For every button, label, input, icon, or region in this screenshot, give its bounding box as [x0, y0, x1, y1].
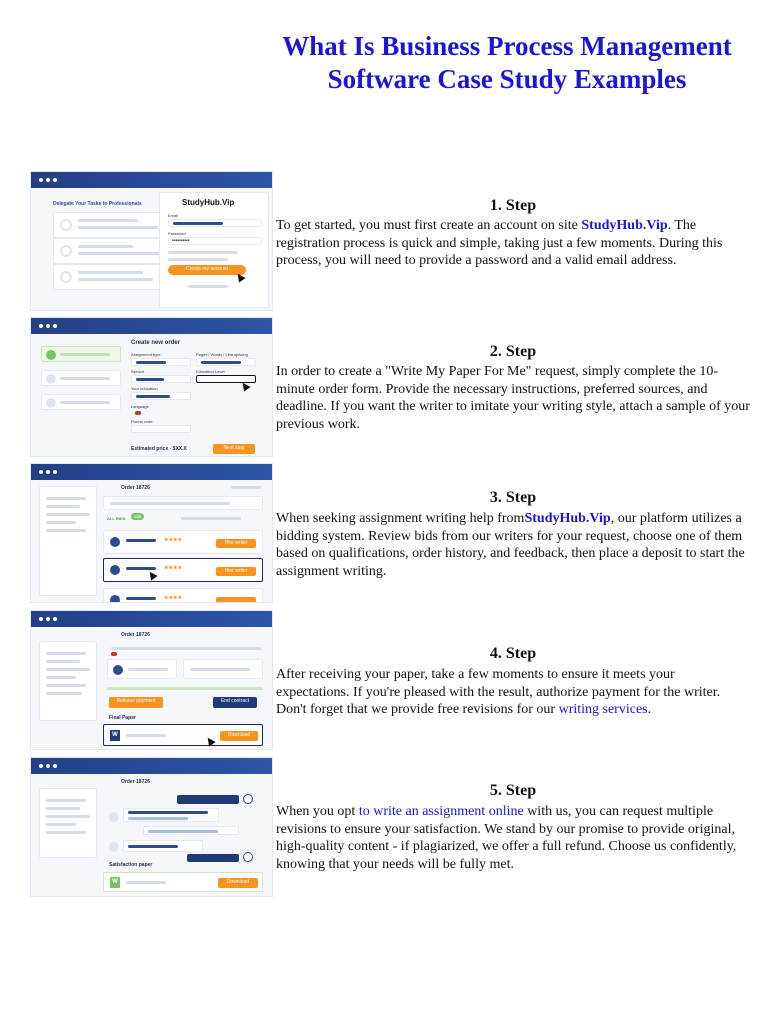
- studyhub-link[interactable]: StudyHub.Vip: [581, 218, 668, 233]
- estimated-price: Estimated price - $XX.X: [131, 446, 187, 452]
- bids-count-badge: 125: [131, 513, 144, 520]
- step-5-text: [276, 803, 750, 873]
- flag-icon: [111, 652, 117, 656]
- form-title: Create new order: [131, 340, 181, 346]
- brand-logo: StudyHub.Vip: [182, 198, 235, 207]
- flag-icon: [135, 411, 141, 415]
- panel-title: Delegate Your Tasks to Professionals: [53, 201, 142, 207]
- step-3-screenshot: [30, 463, 273, 603]
- your-education-select[interactable]: [131, 392, 191, 400]
- next-step-button[interactable]: Next step: [213, 444, 255, 454]
- step-2-text: [276, 363, 750, 433]
- hire-writer-button[interactable]: [216, 597, 256, 603]
- email-field[interactable]: [168, 219, 262, 227]
- chat-message: [123, 808, 219, 822]
- assignment-type-select[interactable]: [131, 358, 191, 366]
- order-number: Order 18726: [121, 485, 150, 491]
- service-select[interactable]: [131, 375, 191, 383]
- chat-message: [123, 840, 203, 852]
- paragraph-text: When seeking assignment writing help from: [276, 511, 525, 526]
- promo-code-field[interactable]: [131, 425, 191, 433]
- final-paper-label: Final Paper: [109, 715, 136, 721]
- download-button[interactable]: Download: [220, 731, 258, 741]
- order-number: Order 18726: [121, 632, 150, 638]
- chat-message: [143, 826, 239, 835]
- create-account-button[interactable]: Create my account: [168, 265, 246, 275]
- studyhub-link[interactable]: StudyHub.Vip: [524, 511, 611, 526]
- browser-bar: [31, 172, 272, 188]
- release-payment-button[interactable]: Release payment: [109, 697, 163, 708]
- step-4-text: [276, 666, 750, 719]
- satisfaction-paper-file[interactable]: [103, 872, 263, 892]
- step-1-screenshot: Delegate Your Tasks to Professionals StudyHub.Vip Email Password •••••••••• Create my account: [30, 171, 273, 311]
- browser-bar: [31, 464, 272, 480]
- paragraph-text: , our platform utilizes a bidding system. Review bids from our writers for your request, choose one of them based on qualifications, order history, and feedback, then place a deposit to start the assignment writing.: [276, 511, 745, 579]
- cursor-icon: [204, 735, 215, 746]
- writer-bid-row[interactable]: ★★★★ Hire writer: [103, 558, 263, 582]
- inline-link[interactable]: writing services: [558, 702, 648, 717]
- step-4-heading: 4. Step: [489, 645, 537, 662]
- browser-bar: [31, 611, 272, 627]
- pages-select[interactable]: [196, 358, 256, 366]
- step-3-text: [276, 510, 750, 580]
- paragraph-text: To get started, you must first create an account on site: [276, 218, 582, 233]
- paragraph-text: When you opt: [276, 804, 359, 819]
- final-paper-file[interactable]: [103, 724, 263, 746]
- browser-bar: [31, 758, 272, 774]
- step-3-heading: 3. Step: [489, 489, 537, 506]
- order-number: Order 18726: [121, 779, 150, 785]
- inline-link[interactable]: to write an assignment online: [358, 804, 524, 819]
- hire-writer-button[interactable]: Hire writer: [216, 567, 256, 576]
- writer-bid-row[interactable]: ★★★★: [103, 588, 263, 603]
- hire-writer-button[interactable]: Hire writer: [216, 539, 256, 548]
- step-1-text: [276, 217, 750, 270]
- step-2-heading: 2. Step: [489, 343, 537, 360]
- password-field[interactable]: ••••••••••: [168, 237, 262, 245]
- paragraph-text: After receiving your paper, take a few moments to ensure it meets your expectations. If you're pleased with the result, authorize payment for the writer. Don't forget that we provide free revisions for our: [276, 667, 721, 717]
- paragraph-text: with us, you can request multiple revisions to ensure your satisfaction. We stand by our promise to provide original, high-quality content - if plagiarized, we offer a full refund. Choose us confidently, knowing that your needs will be fully met.: [276, 804, 737, 872]
- writer-bid-row[interactable]: ★★★★ Hire writer: [103, 530, 263, 554]
- browser-bar: [31, 318, 272, 334]
- paragraph-text: In order to create a "Write My Paper For Me" request, simply complete the 10-minute order form. Provide the necessary instructions, preferred sources, and deadline. If you want the writer to imitate your writing style, attach a sample of your previous work.: [276, 364, 750, 432]
- paragraph-text: .: [647, 702, 652, 717]
- paragraph-text: . The registration process is quick and simple, taking just a few moments. During this process, you will need to provide a password and a valid email address.: [276, 218, 723, 268]
- cursor-icon: [146, 569, 157, 580]
- end-contract-button[interactable]: End contract: [213, 697, 257, 708]
- satisfaction-paper-label: Satisfaction paper: [109, 862, 153, 868]
- page-title: What Is Business Process Management Software Case Study Examples: [282, 31, 732, 94]
- step-2-screenshot: Create new order Assignment type Pages / Words / Line spacing Service Education Level Your education Language Promo code Estimated price - $XX.X Next step: [30, 317, 273, 457]
- word-file-icon: W: [110, 877, 120, 888]
- step-4-screenshot: [30, 610, 273, 750]
- all-bids-label: ALL BIDS: [107, 516, 126, 521]
- chat-message: [177, 795, 239, 804]
- step-5-screenshot: [30, 757, 273, 897]
- chat-message: [187, 854, 239, 862]
- download-button[interactable]: Download: [218, 878, 258, 888]
- word-file-icon: W: [110, 730, 120, 741]
- step-1-heading: 1. Step: [489, 197, 537, 214]
- step-5-heading: 5. Step: [489, 782, 537, 799]
